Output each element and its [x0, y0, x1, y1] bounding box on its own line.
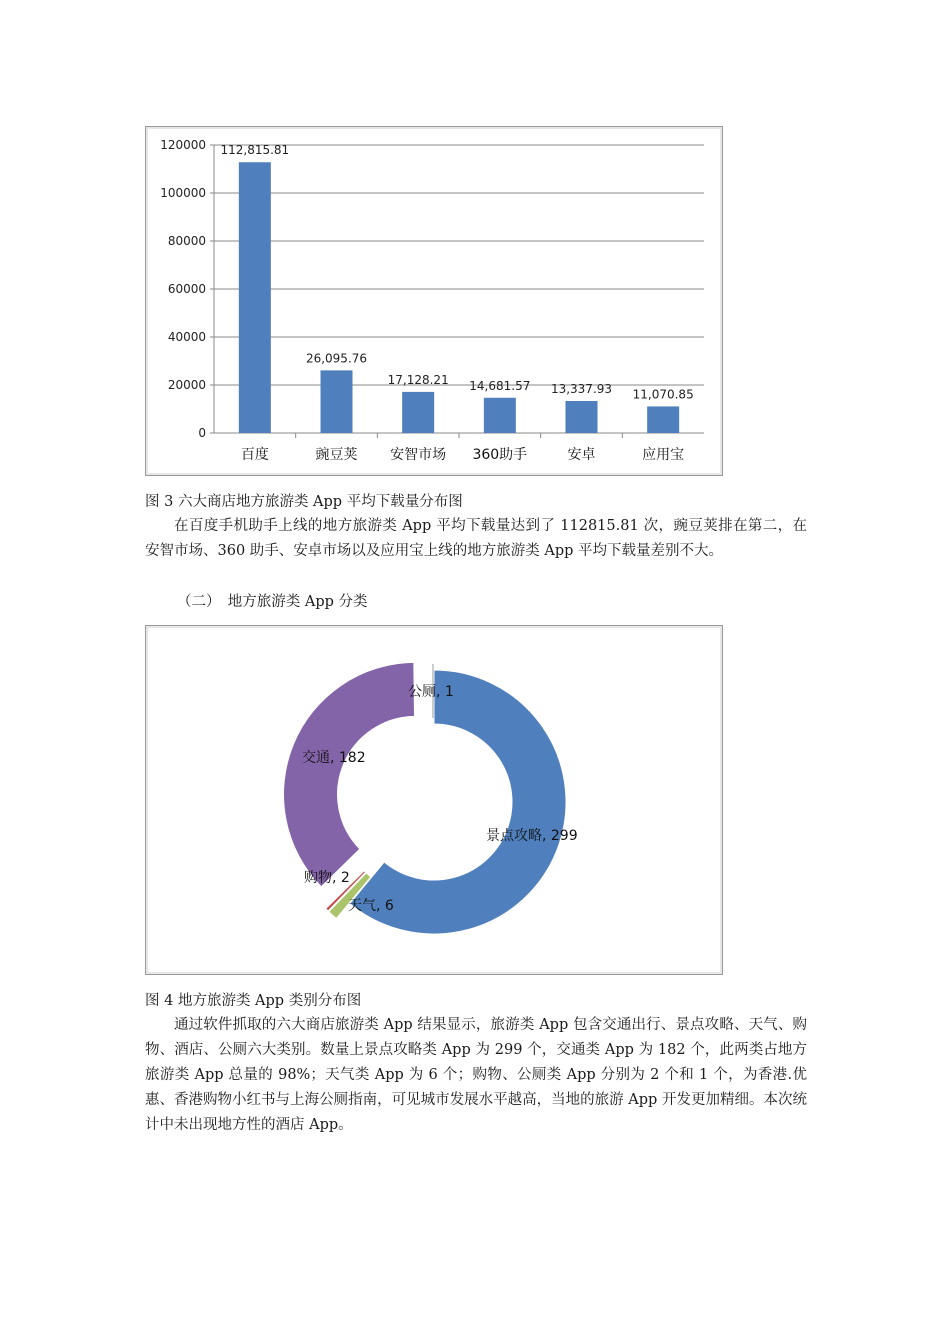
donut-slice-group	[284, 662, 415, 886]
bar-data-label: 14,681.57	[469, 378, 531, 393]
bar-chart	[146, 127, 722, 475]
donut-chart-frame	[145, 625, 723, 975]
paragraph-2: 通过软件抓取的六大商店旅游类 App 结果显示，旅游类 App 包含交通出行、景点攻略、天气、购物、酒店、公厕六大类别。数量上景点攻略类 App 为 299 个，交通类 App 为 182 个，此两类占地方旅游类 App 总量的 98%；天气类 App 为 6 个；购物、公厕类 App 分别为 2 个和 1 个，为香港.优惠、香港购物小红书与上海公厕指南，可见城市发展水平越高，当地的旅游 App 开发更加精细。本次统计中未出现地方性的酒店 App。	[145, 1017, 807, 1133]
y-axis-tick-label: 0	[198, 426, 206, 440]
x-axis-category-label: 360助手	[472, 447, 528, 463]
donut-chart	[146, 626, 722, 974]
x-axis-category-label: 应用宝	[642, 447, 685, 463]
bar-0	[239, 162, 271, 433]
donut-data-label: 景点攻略, 299	[486, 828, 578, 844]
bar-5	[647, 406, 679, 433]
paragraph-1: 在百度手机助手上线的地方旅游类 App 平均下载量达到了 112815.81 次，豌豆荚排在第二，在安智市场、360 助手、安卓市场以及应用宝上线的地方旅游类 App 平均下载量差别不大。	[145, 518, 807, 559]
x-axis-category-label: 豌豆荚	[315, 447, 358, 463]
y-axis-tick-label: 40000	[167, 330, 206, 344]
bar-chart-frame	[145, 126, 723, 476]
bar-1	[321, 370, 353, 433]
x-axis-category-label: 百度	[240, 447, 269, 463]
bar-chart-caption: 图 3 六大商店地方旅游类 App 平均下载量分布图	[145, 494, 463, 510]
bar-2	[402, 392, 434, 433]
bar-data-label: 11,070.85	[632, 387, 694, 402]
donut-data-label: 交通, 182	[302, 750, 366, 766]
section-heading: （二） 地方旅游类 App 分类	[177, 594, 368, 610]
bar-data-label: 13,337.93	[550, 381, 613, 396]
donut-chart-caption: 图 4 地方旅游类 App 类别分布图	[145, 993, 362, 1009]
donut-data-label: 购物, 2	[304, 870, 350, 886]
y-axis-tick-label: 120000	[160, 138, 206, 152]
bar-4	[566, 401, 598, 433]
y-axis-tick-label: 80000	[167, 234, 206, 248]
bar-data-label: 17,128.21	[387, 372, 449, 387]
bar-data-label: 26,095.76	[305, 351, 368, 366]
y-axis-tick-label: 100000	[160, 186, 206, 200]
y-axis-tick-label: 60000	[167, 282, 206, 296]
x-axis-category-label: 安智市场	[390, 447, 447, 463]
donut-data-label: 公厕, 1	[408, 684, 454, 700]
donut-slice-3	[284, 662, 415, 886]
bar-data-label: 112,815.81	[220, 143, 290, 158]
donut-data-label: 天气, 6	[348, 898, 394, 914]
x-axis-category-label: 安卓	[567, 447, 596, 463]
y-axis-tick-label: 20000	[167, 378, 206, 392]
bar-3	[484, 398, 516, 433]
